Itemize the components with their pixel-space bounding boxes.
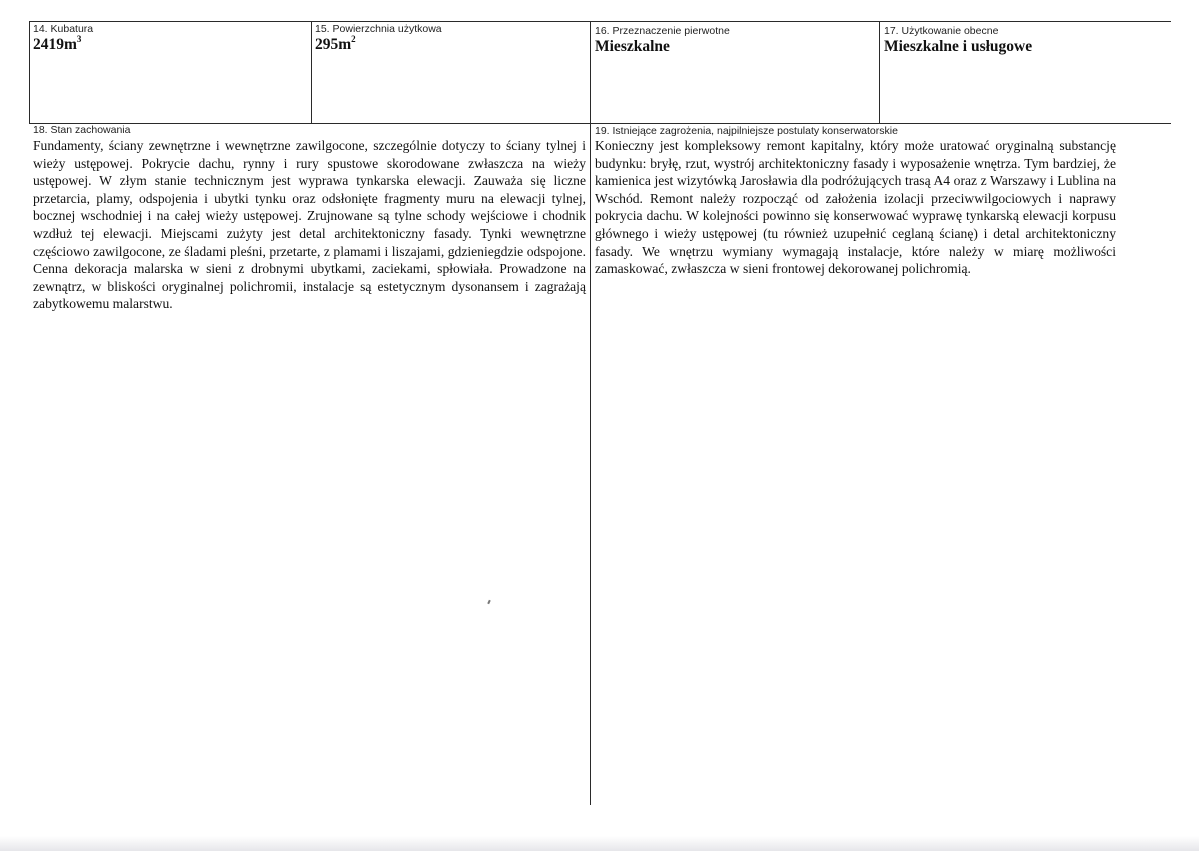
row-divider	[29, 123, 1171, 124]
field-label-uzytkowanie: 17. Użytkowanie obecne	[884, 25, 999, 37]
field-value-przeznaczenie: Mieszkalne	[595, 38, 670, 55]
field-label-przeznaczenie: 16. Przeznaczenie pierwotne	[595, 25, 730, 37]
column-divider-3	[590, 21, 591, 805]
field-label-kubatura: 14. Kubatura	[33, 23, 94, 35]
scan-bottom-edge	[0, 836, 1199, 851]
field-label-stan-zachowania: 18. Stan zachowania	[33, 124, 131, 136]
field-value-kubatura: $2419m^3$	[33, 34, 82, 53]
field-label-zagrozenia: 19. Istniejące zagrożenia, najpilniejsze postulaty konserwatorskie	[595, 125, 898, 137]
field-value-powierzchnia: $295m^2$	[315, 34, 356, 53]
column-divider-4	[879, 21, 880, 124]
field-text-zagrozenia: Konieczny jest kompleksowy remont kapitalny, który może uratować oryginalną substancję budynku: bryłę, rzut, wystrój architektoniczny fasady i wyposażenie wnętrza. Tym bardziej, że kamienica jest wizytówką Jarosławia dla podróżujących trasą A4 oraz z Warszawy i Lublina na Wschód. Remont należy rozpocząć od założenia izolacji przeciwwilgociowych i naprawy pokrycia dachu. W kolejności powinno się konserwować wyprawę tynkarską elewacji korpusu głównego i wieży ustępowej (tu również uzupełnić ceglaną ścianę) i detal architektoniczny fasady. We wnętrzu wymiany wymagają instalacje, które należy w miarę możliwości zamaskować, zwłaszcza w sieni frontowej dekorowanej polichromią.	[595, 138, 1116, 277]
table-top-border	[29, 21, 1171, 22]
field-label-powierzchnia: 15. Powierzchnia użytkowa	[315, 23, 442, 35]
column-divider-1	[29, 21, 30, 124]
unit-exponent: 2	[351, 34, 356, 44]
field-text-stan-zachowania: Fundamenty, ściany zewnętrzne i wewnętrzne zawilgocone, szczególnie dotyczy to ściany tylnej i wieży ustępowej. Pokrycie dachu, rynny i rury spustowe skorodowane zwłaszcza na wieży ustępowej. W złym stanie technicznym jest wyprawa tynkarska elewacji. Zauważa się liczne przetarcia, plamy, odspojenia i ubytki tynku oraz odsłonięte fragmenty muru na elewacji tylnej, bocznej wschodniej i na całej wieży ustępowej. Zrujnowane są tylne schody wejściowe i chodnik wzdłuż tej elewacji. Miejscami zużyty jest detal architektoniczny fasady. Tynki wewnętrzne częściowo zawilgocone, ze śladami pleśni, przetarte, z plamami i liszajami, gdzieniegdzie odspojone. Cenna dekoracja malarska w sieni z drobnymi ubytkami, zaciekami, spłowiała. Prowadzone na zewnątrz, w bliskości oryginalnej polichromii, instalacje są estetycznym dysonansem i zagrażają zabytkowemu malarstwu.	[33, 138, 586, 312]
column-divider-2	[311, 21, 312, 124]
field-value-uzytkowanie: Mieszkalne i usługowe	[884, 38, 1033, 55]
scan-speck	[487, 600, 491, 604]
unit-exponent: 3	[76, 34, 82, 44]
